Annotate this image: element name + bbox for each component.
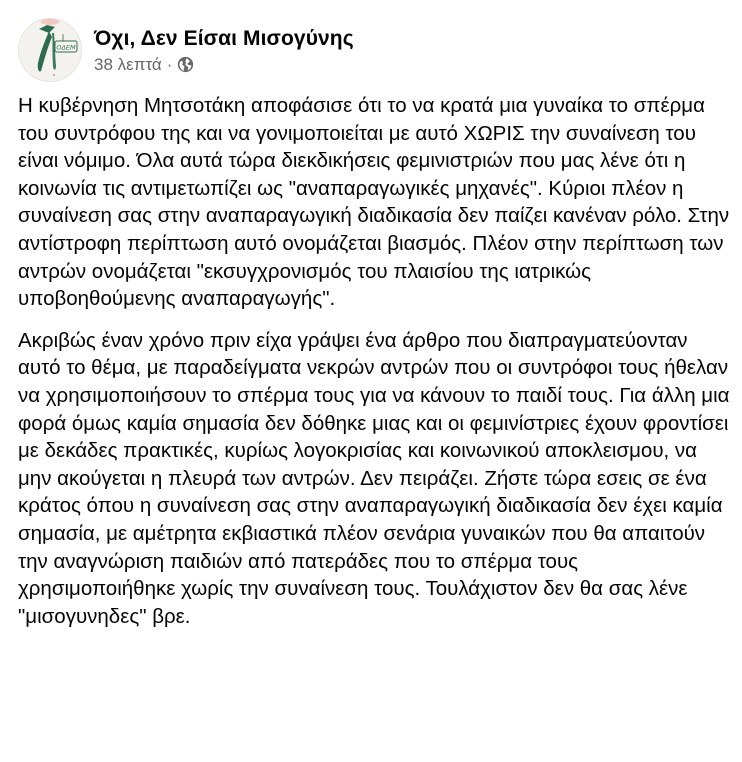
svg-text:ΟΔΕΜ: ΟΔΕΜ [56,43,76,52]
post-header [18,18,354,82]
page-logo-avatar-icon [19,19,81,81]
separator-dot: · [166,54,173,74]
post-timestamp[interactable]: 38 λεπτά [94,54,162,74]
post-meta [94,26,354,75]
post-subline [94,55,354,75]
globe-icon[interactable] [177,56,194,73]
page-avatar[interactable] [18,18,82,82]
post-paragraph-2: Ακριβώς έναν χρόνο πριν είχα γράψει ένα άρθρο που διαπραγματεύονταν αυτό το θέμα, με παραδείγματα νεκρών αντρών που οι συντρόφοι τους ήθελαν να χρησιμοποιήσουν το σπέρμα τους για να κάνουν το παιδί τους. Για άλλη μια φορά όμως καμία σημασία δεν δόθηκε μιας και οι φεμινίστριες έχουν φροντίσει με δεκάδες πρακτικές, κυρίως λογοκρισίας και κοινωνικού αποκλεισμου, να μην ακούγεται η πλευρά των αντρών. Δεν πειράζει. Ζήστε τώρα εσεις σε ένα κράτος όπου η συναίνεση σας στην αναπαραγωγική διαδικασία δεν έχει καμία σημασία, με αμέτρητα εκβιαστικά πλέον σενάρια γυναικών που θα απαιτούν την αναγνώριση παιδιών από πατεράδες που το σπέρμα τους χρησιμοποιήθηκε χωρίς την συναίνεση τους. Τουλάχιστον δεν θα σας λένε "μισογυνηδες" βρε. [18,328,730,628]
post-paragraph-1: Η κυβέρνηση Μητσοτάκη αποφάσισε ότι το να κρατά μια γυναίκα το σπέρμα του συντρόφου της και να γονιμοποιείται με αυτό ΧΩΡΙΣ την συναίνεση του είναι νόμιμο. Όλα αυτά τώρα διεκδικήσεις φεμινιστριών που μας λένε ότι η κοινωνία τις αντιμετωπίζει ως "αναπαραγωγικές μηχανές". Κύριοι πλέον η συναίνεση σας στην αναπαραγωγική διαδικασία δεν παίζει κανέναν ρόλο. Στην αντίστροφη περίπτωση αυτό ονομάζεται βιασμός. Πλέον στην περίπτωση των αντρών ονομάζεται "εκσυγχρονισμός του πλαισίου της ιατρικώς υποβοηθούμενης αναπαραγωγής". [18,94,730,311]
post-body [18,92,733,644]
page-name-link[interactable]: Όχι, Δεν Είσαι Μισογύνης [94,26,354,50]
